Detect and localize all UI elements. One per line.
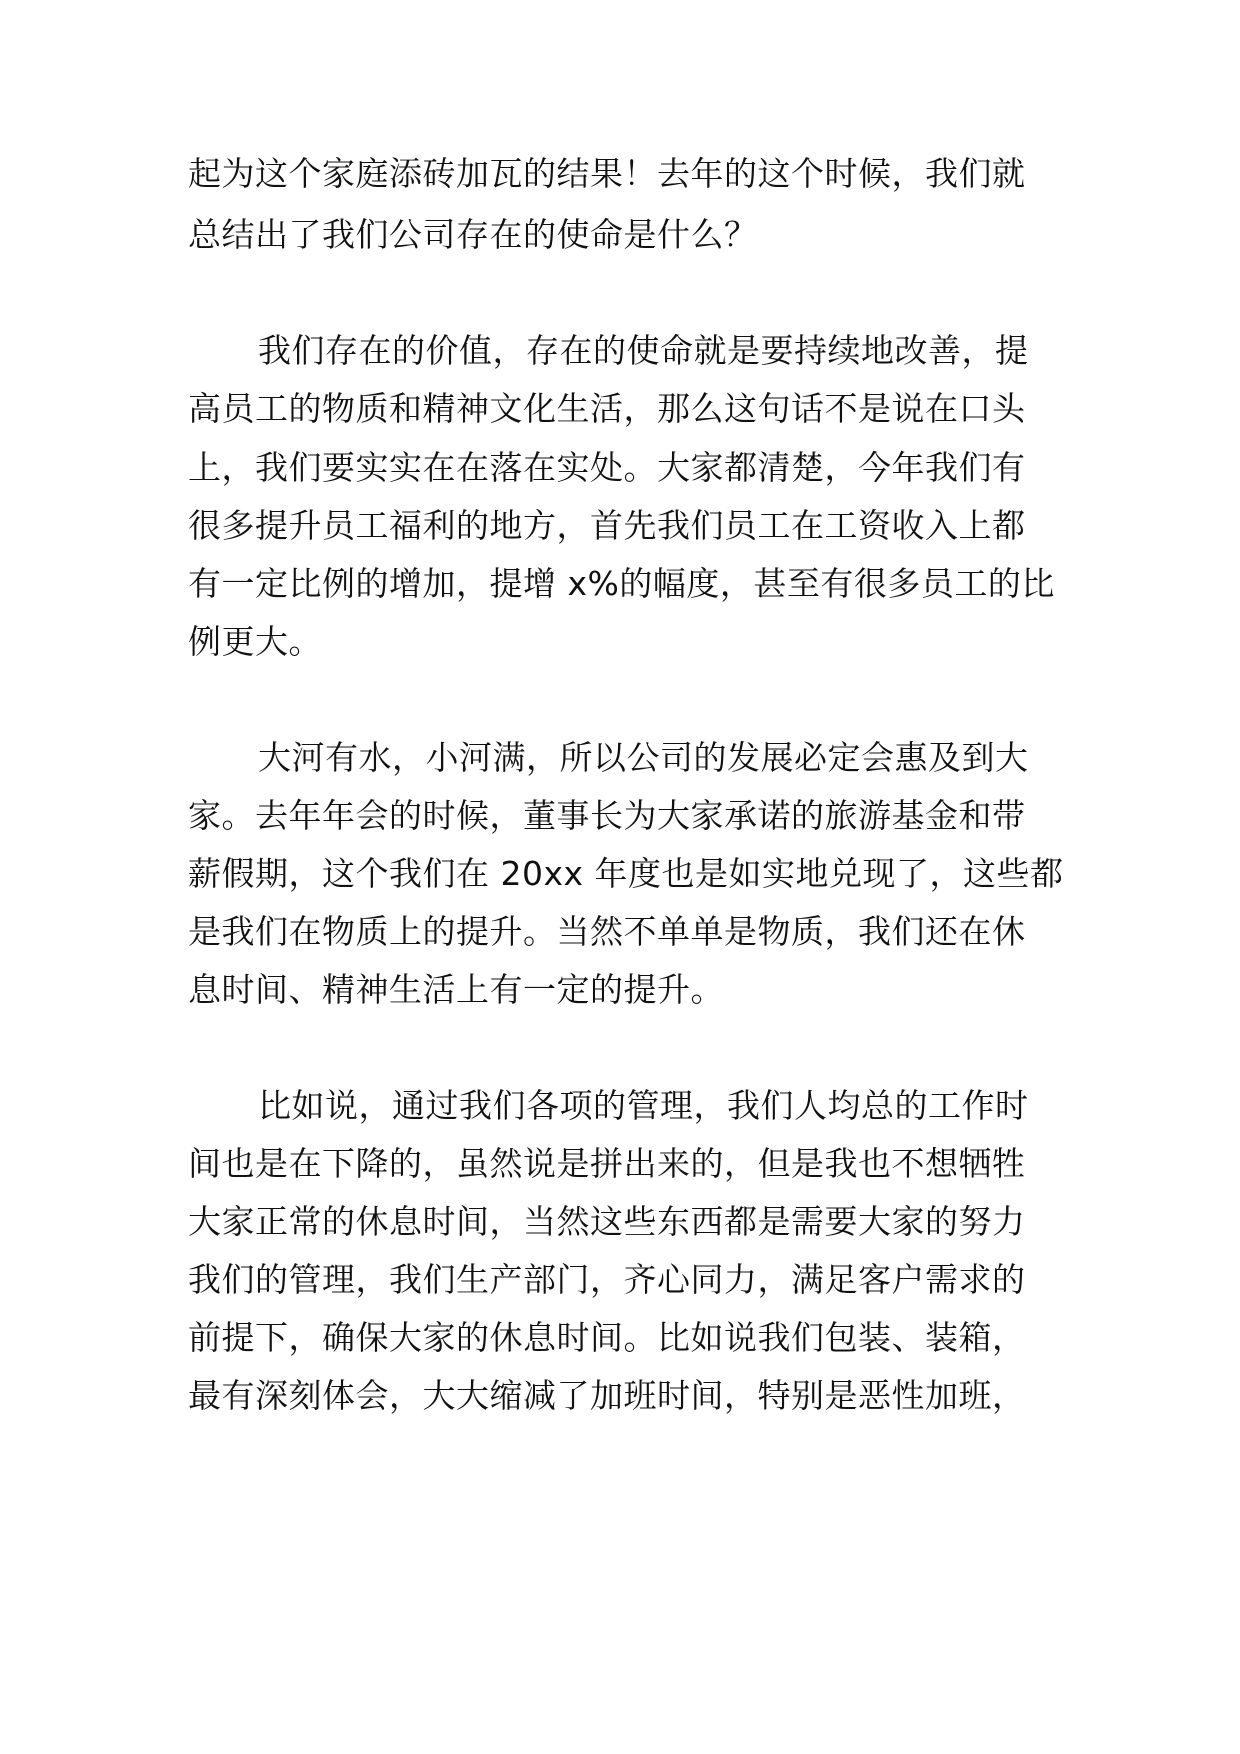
paragraph-3-line-2: 家。去年年会的时候，董事长为大家承诺的旅游基金和带 (188, 796, 1026, 835)
paragraph-2-line-2: 高员工的物质和精神文化生活，那么这句话不是说在口头 (188, 389, 1026, 428)
paragraph-3-line-3: 薪假期，这个我们在 20xx 年度也是如实地兑现了，这些都 (188, 854, 1064, 893)
paragraph-4-line-5: 前提下，确保大家的休息时间。比如说我们包装、装箱， (188, 1318, 1026, 1357)
paragraph-2-line-3: 上，我们要实实在在落在实处。大家都清楚，今年我们有 (188, 448, 1026, 487)
paragraph-1-line-2: 总结出了我们公司存在的使命是什么？ (188, 215, 758, 254)
paragraph-2-line-4: 很多提升员工福利的地方，首先我们员工在工资收入上都 (188, 506, 1026, 545)
paragraph-2-line-5: 有一定比例的增加，提增 x%的幅度，甚至有很多员工的比 (188, 564, 1055, 603)
paragraph-4-line-2: 间也是在下降的，虽然说是拼出来的，但是我也不想牺牲 (188, 1144, 1026, 1183)
paragraph-1-line-1: 起为这个家庭添砖加瓦的结果！去年的这个时候，我们就 (188, 154, 1026, 193)
paragraph-3-line-5: 息时间、精神生活上有一定的提升。 (188, 970, 724, 1009)
paragraph-2-line-1: 我们存在的价值，存在的使命就是要持续地改善，提 (258, 331, 1029, 370)
paragraph-4-line-3: 大家正常的休息时间，当然这些东西都是需要大家的努力 (188, 1202, 1026, 1241)
paragraph-3-line-4: 是我们在物质上的提升。当然不单单是物质，我们还在休 (188, 912, 1026, 951)
paragraph-4-line-4: 我们的管理，我们生产部门，齐心同力，满足客户需求的 (188, 1260, 1026, 1299)
paragraph-4-line-6: 最有深刻体会，大大缩减了加班时间，特别是恶性加班， (188, 1376, 1026, 1415)
paragraph-2-line-6: 例更大。 (188, 622, 322, 661)
paragraph-4-line-1: 比如说，通过我们各项的管理，我们人均总的工作时 (258, 1086, 1029, 1125)
paragraph-3-line-1: 大河有水，小河满，所以公司的发展必定会惠及到大 (258, 738, 1029, 777)
